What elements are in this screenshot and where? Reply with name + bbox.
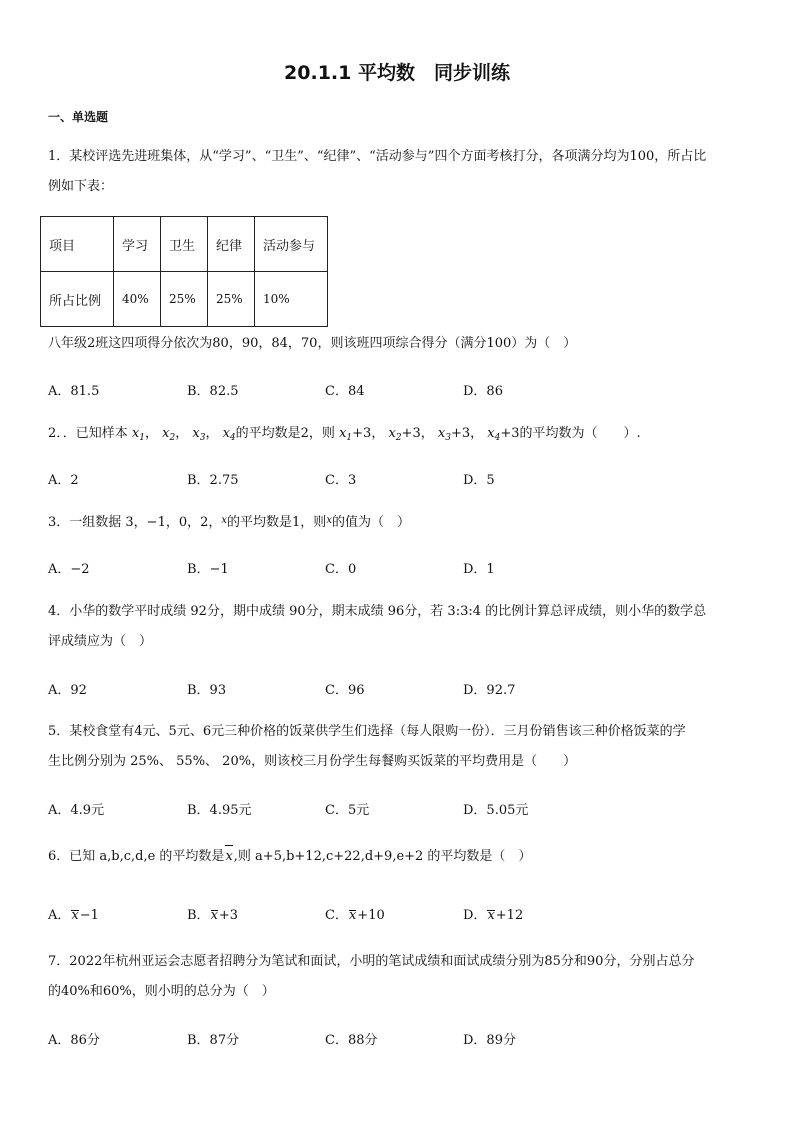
option-label: A． [48, 908, 71, 923]
section-heading: 一、单选题 [48, 110, 109, 124]
option-expr: +3 [218, 908, 239, 923]
subscript: 3 [199, 433, 206, 443]
option-c[interactable]: C．5元 [325, 803, 370, 818]
option-b[interactable] [187, 904, 238, 923]
option-label: D． [463, 908, 487, 923]
question-3 [48, 509, 410, 537]
question-6-prefix: 6．已知 a,b,c,d,e 的平均数是 [48, 849, 225, 864]
option-a[interactable]: A．4.9元 [48, 803, 105, 818]
question-2-middle: 的平均数是2，则 [235, 426, 335, 441]
table-cell: 卫生 [161, 217, 208, 272]
variable-x: x [388, 426, 396, 441]
mean-x-bar: x [71, 908, 79, 923]
option-a[interactable]: A．86分 [48, 1033, 100, 1048]
table-cell: 40% [114, 272, 161, 327]
option-d[interactable]: D．5 [463, 473, 495, 488]
option-b[interactable]: B．82.5 [187, 384, 239, 399]
table-cell: 25% [208, 272, 255, 327]
option-b[interactable]: B．4.95元 [187, 803, 252, 818]
option-c[interactable]: C．96 [325, 683, 365, 698]
question-6-suffix: ,则 a+5,b+12,c+22,d+9,e+2 的平均数是（ ） [233, 849, 532, 864]
option-b[interactable]: B．93 [187, 683, 227, 698]
option-b[interactable]: B．87分 [187, 1033, 240, 1048]
option-c[interactable]: C．0 [325, 562, 357, 577]
option-label: C． [325, 908, 348, 923]
option-a[interactable]: A．2 [48, 473, 79, 488]
subscript: 1 [346, 433, 353, 443]
variable-x: x [221, 515, 228, 526]
question-5-line-2: 生比例分别为 25%、 55%、 20%，则该校三月份学生每餐购买饭菜的平均费用是（ ） [48, 754, 577, 769]
mean-x-bar: x [224, 843, 233, 870]
table-cell: 25% [161, 272, 208, 327]
option-a[interactable]: A．81.5 [48, 384, 100, 399]
question-2-suffix: 的平均数为（ ）. [519, 426, 641, 441]
option-expr: −1 [79, 908, 99, 923]
variable-x: x [222, 426, 230, 441]
question-3-middle: 的平均数是1，则 [227, 515, 327, 530]
question-1-line-2: 例如下表： [48, 179, 114, 194]
variable-x: x [339, 426, 347, 441]
option-label: B． [187, 908, 210, 923]
option-d[interactable]: D．92.7 [463, 683, 516, 698]
plus-three: +3 [450, 426, 471, 441]
table-cell: 活动参与 [255, 217, 328, 272]
table-row [41, 272, 328, 327]
subscript: 3 [445, 433, 451, 443]
question-1-line-3: 八年级2班这四项得分依次为80，90，84，70，则该班四项综合得分（满分100）为（ ） [48, 336, 577, 351]
mean-x-bar: x [348, 908, 357, 923]
variable-x: x [131, 426, 140, 441]
variable-x: x [162, 426, 170, 441]
option-a[interactable] [48, 904, 99, 923]
subscript: 4 [494, 433, 501, 443]
option-c[interactable]: C．3 [325, 473, 357, 488]
question-7-line-2: 的40%和60%，则小明的总分为（ ） [48, 984, 275, 999]
plus-three: +3 [500, 426, 520, 441]
variable-x: x [326, 515, 332, 526]
page-title: 20.1.1 平均数 同步训练 [284, 62, 510, 84]
subscript: 1 [139, 433, 145, 443]
question-3-prefix: 3．一组数据 3，−1，0，2， [48, 515, 222, 530]
table-cell: 项目 [41, 217, 114, 272]
mean-x-bar: x [487, 908, 495, 923]
table-cell: 所占比例 [41, 272, 114, 327]
variable-x: x [437, 426, 446, 441]
subscript: 2 [395, 433, 402, 443]
option-b[interactable]: B．−1 [187, 562, 229, 577]
option-a[interactable]: A．−2 [48, 562, 90, 577]
option-c[interactable]: C．84 [325, 384, 365, 399]
subscript: 4 [229, 433, 236, 443]
option-d[interactable] [463, 904, 523, 923]
question-1-line-1: 1．某校评选先进班集体，从“学习”、“卫生”、“纪律”、“活动参与”四个方面考核打分，各项满分均为100，所占比 [48, 149, 707, 164]
option-expr: +12 [495, 908, 524, 923]
subscript: 2 [169, 433, 176, 443]
variable-x: x [192, 426, 200, 441]
option-c[interactable]: C．88分 [325, 1033, 378, 1048]
question-5-line-1: 5．某校食堂有4元、5元、6元三种价格的饭菜供学生们选择（每人限购一份）．三月份销售该三种价格饭菜的学 [48, 724, 686, 739]
question-4-line-2: 评成绩应为（ ） [48, 634, 153, 649]
variable-x: x [487, 426, 495, 441]
option-a[interactable]: A．92 [48, 683, 87, 698]
ratio-table [40, 216, 328, 327]
option-d[interactable]: D．1 [463, 562, 495, 577]
table-header-row [41, 217, 328, 272]
question-7-line-1: 7．2022年杭州亚运会志愿者招聘分为笔试和面试，小明的笔试成绩和面试成绩分别为85分和90分，分别占总分 [48, 954, 695, 969]
option-b[interactable]: B．2.75 [187, 473, 239, 488]
option-d[interactable]: D．5.05元 [463, 803, 529, 818]
option-expr: +10 [357, 908, 385, 923]
plus-three: +3 [352, 426, 372, 441]
question-2: 2．．已知样本 $x_1$， $x_2$， $x_3$， $x_4$的平均数是2，则 $x_1+3$， $x_2+3$， $x_3+3$， $x_4+3$的平均数为（ ）. [48, 426, 641, 443]
question-3-suffix: 的值为（ ） [331, 515, 410, 530]
question-4-line-1: 4．小华的数学平时成绩 92分，期中成绩 90分，期末成绩 96分，若 3:3:4 的比例计算总评成绩，则小华的数学总 [48, 604, 707, 619]
option-d[interactable]: D．89分 [463, 1033, 516, 1048]
option-d[interactable]: D．86 [463, 384, 503, 399]
question-2-prefix: 2．．已知样本 [48, 426, 128, 441]
plus-three: +3 [401, 426, 421, 441]
table-cell: 10% [255, 272, 328, 327]
mean-x-bar: x [210, 908, 218, 923]
question-6 [48, 843, 531, 870]
option-c[interactable] [325, 904, 385, 923]
table-cell: 学习 [114, 217, 161, 272]
table-cell: 纪律 [208, 217, 255, 272]
